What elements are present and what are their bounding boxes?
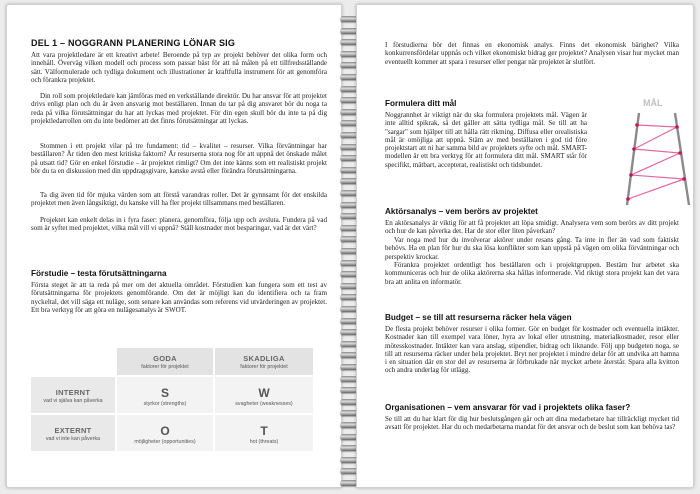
aktor-text-1: En aktörsanalys är viktig för att få projektet att löpa smidigt. Analysera vem som berörs av ditt projekt och hur de kan påverka det. Har de stor eller liten påverkan?: [385, 219, 679, 236]
swot-col-goda: [117, 348, 213, 375]
left-paragraph-1: Att vara projektledare är ett kreativt arbete! Beroende på typ av projekt behöver det olika form och innehåll. Överväg vilken modell och process som passar bäst för att nå målen på ett tillfredsställande sätt. Välformulerade och tydliga dokument och illustrationer är kraftfulla instrument för att genomföra och förankra projektet.: [31, 51, 327, 84]
section-heading-budget: Budget – se till att resurserna räcker hela vägen: [385, 313, 572, 322]
organisation-text: Se till att du har klart för dig hur beslutsgången går och att dina medarbetare har tillräckligt mycket tid avsatt för projektet. Har du och medarbetarna mandat för det ansvar och de beslut som kan behöva tas?: [385, 415, 679, 432]
right-page: [356, 4, 694, 488]
section-heading-mal: Formulera ditt mål: [385, 99, 457, 108]
swot-col-skadliga-sub: faktorer för projektet: [240, 364, 288, 370]
left-paragraph-4: Ta dig även tid för mjuka värden som att förstå varandras roller. Det är gynnsamt för det enskilda projektet men även långsiktigt, du kanske vill ha fler projekt tillsammans med beställaren.: [31, 191, 327, 208]
section-heading-forstudie: Förstudie – testa förutsättningarna: [31, 269, 167, 278]
swot-threats: [215, 415, 313, 451]
economic-analysis-text: I förstudierna bör det finnas en ekonomisk analys. Finns det ekonomisk bärighet? Vilka konkurrensfördelar uppnås och vilket ekonomiskt bidrag ger projektet? Analysen visar hur mycket man eventuellt kommer att spara i resurser eller pengar när projektet är slutfört.: [385, 41, 679, 66]
left-paragraph-5: Projektet kan enkelt delas in i fyra faser: planera, genomföra, följa upp och avsluta. Fundera på vad som är syftet med projektet, vilka mål vill vi uppnå? Ställ kostnader mot besparingar, vad är det värt?: [31, 216, 327, 233]
swot-row-internt-sub: vad vi själva kan påverka: [43, 398, 103, 404]
swot-table: [31, 348, 313, 451]
budget-text: De flesta projekt behöver resurser i olika former. Gör en budget för kostnader och eventuella intäkter. Kostnader kan till exempel vara löner, hyra av lokal eller utrustning, materialkostnader, resor eller mötesskostnader. Intäkter kan vara anslag, stipendier, bidrag och liknande. Följ upp budgeten noga, se till att resurserna räcker under hela projektet. Bryt ner projektet i mindre delar för att undvika att hamna i en situation där en stor del av resurserna är förbrukade när mycket arbete återstår. Spara alla kvitton och andra underlag för utlägg.: [385, 325, 679, 375]
chapter-heading: DEL 1 – NOGGRANN PLANERING LÖNAR SIG: [31, 38, 236, 48]
left-page: [6, 4, 342, 488]
aktor-text-3: Förankra projektet ordentligt hos beställaren och i projektgruppen. Bestäm hur arbetet ska kommuniceras och hur de olika aktörerna ska hållas informerade. Vid riktigt stora projekt kan det vara bra att anlita en informatör.: [385, 261, 679, 286]
swot-weaknesses: [215, 377, 313, 413]
swot-t-sub: hot (threats): [249, 439, 279, 445]
forstudie-text: Första steget är att ta reda på mer om det aktuella området. Förstudien kan fungera som ett test av förutsättningarna för projektets genomförande. Om det är möjligt kan du identifiera och ta fram nyckeltal, det vill säga ett nuläge, som senare kan användas som referens vid utvärderingen av projektet. Ett bra verktyg för att göra en nulägesanalys är SWOT.: [31, 281, 327, 314]
swot-s-sub: styrkor (strengths): [143, 401, 187, 407]
right-column: [385, 5, 679, 487]
swot-row-externt-sub: vad vi inte kan påverka: [45, 436, 101, 442]
swot-o-letter: O: [160, 424, 170, 438]
swot-col-goda-sub: faktorer för projektet: [141, 364, 189, 370]
swot-s-letter: S: [160, 386, 169, 400]
swot-col-skadliga: [215, 348, 313, 375]
left-paragraph-3: Stommen i ett projekt vilar på tre fundament: tid – kvalitet – resurser. Vilka förväntningar har beställaren? Är tiden den mest kritiska faktorn? Är resurserna stora nog för att uppnå det önskade målet på utsatt tid? Gör en enkel förstudie – är projektet rimligt? Om det inte känns som ett realistiskt projekt bör du ta en diskussion med din uppdragsgivare, kanske avstå eller förändra förutsättningarna.: [31, 142, 327, 175]
swot-opportunities: [117, 415, 213, 451]
mal-text: Noggrannhet är viktigt när du ska formulera projektets mål. Vägen är inte alltid spikrak, så det gäller att sätta tydliga mål. Se till att ha "sargar" som hjälper till att hålla rätt riktning. Diffusa eller orealistiska mål är omöjliga att uppnå. Stäm av med beställaren i god tid före projektstart att ni har samma bild av projektets syfte och mål. SMART-modellen är ett bra verktyg för att formulera ditt mål. SMART står för specifikt, mätbart, accepterat, realistiskt och tidsbundet.: [385, 111, 587, 169]
left-column: [31, 5, 327, 487]
ladder-label: MÅL: [643, 98, 663, 108]
swot-row-externt-title: EXTERNT: [54, 426, 92, 435]
swot-col-skadliga-title: SKADLIGA: [243, 354, 285, 363]
swot-t-letter: T: [260, 424, 268, 438]
swot-row-internt-title: INTERNT: [55, 388, 91, 397]
left-paragraph-2: Din roll som projektledare kan jämföras med en verkställande direktör. Du har ansvar för att projektet drivs enligt plan och du är även ansvarig mot beställaren. Innan du tar på dig ansvaret bör du noga ta reda på vilka förutsättningar du har att lyckas med projektet. För din egen skull bör du inte ta på dig projektledarrollen om du inte bedömer att det finns förutsättningar att lyckas.: [31, 92, 327, 125]
swot-w-letter: W: [258, 386, 270, 400]
swot-row-externt: [31, 415, 115, 451]
section-heading-aktor: Aktörsanalys – vem berörs av projektet: [385, 207, 538, 216]
swot-o-sub: möjligheter (opportunities): [134, 439, 196, 445]
swot-col-goda-title: GODA: [153, 354, 177, 363]
swot-w-sub: svagheter (weaknesses): [235, 401, 293, 407]
swot-row-internt: [31, 377, 115, 413]
aktor-text-2: Var noga med hur du involverar aktörer under resans gång. Ta inte in fler än vad som faktiskt behövs. Ha en plan för hur du ska lösa konflikter som kan uppstå på vägen om olika förväntningar och perspektiv krockar.: [385, 236, 679, 261]
swot-strengths: [117, 377, 213, 413]
ladder-illustration: [617, 97, 697, 207]
section-heading-organisation: Organisationen – vem ansvarar för vad i projektets olika faser?: [385, 403, 631, 412]
